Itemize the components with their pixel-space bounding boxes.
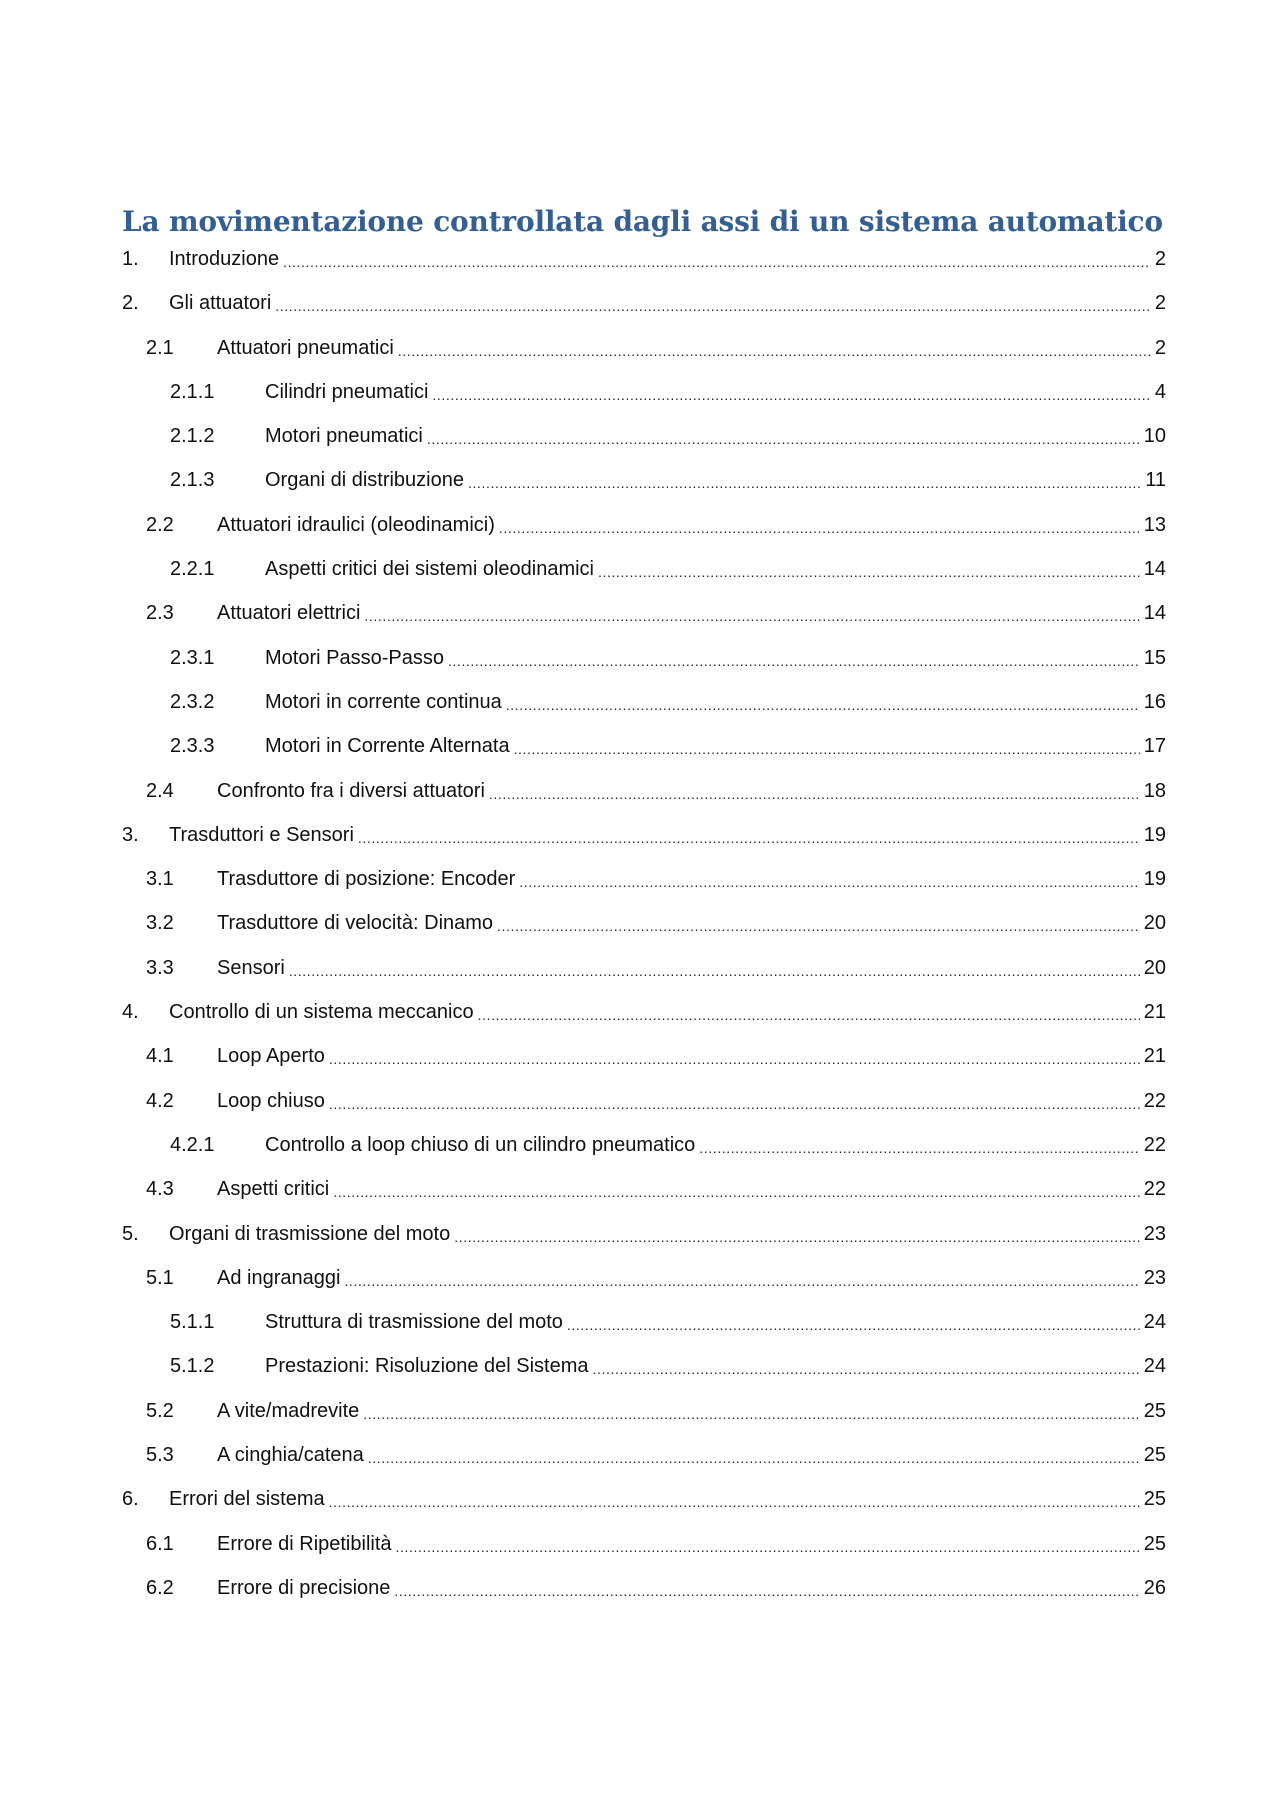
toc-entry-label: Attuatori idraulici (oleodinamici)	[217, 513, 495, 536]
toc-entry-label: Confronto fra i diversi attuatori	[217, 779, 485, 802]
toc-dot-leader	[394, 1575, 1139, 1597]
toc-entry[interactable]	[122, 1440, 1166, 1484]
toc-entry[interactable]	[122, 1573, 1166, 1617]
toc-entry-page-number: 22	[1143, 1133, 1166, 1156]
toc-entry-page-number: 20	[1143, 912, 1166, 935]
toc-entry-page-number: 24	[1143, 1311, 1166, 1334]
toc-entry-number: 2.1.3	[170, 469, 215, 492]
toc-entry-label: Aspetti critici	[217, 1178, 330, 1201]
toc-entry-label: Controllo a loop chiuso di un cilindro pneumatico	[265, 1133, 696, 1156]
toc-dot-leader	[329, 1043, 1140, 1065]
toc-entry[interactable]	[122, 1086, 1166, 1130]
toc-dot-leader	[333, 1176, 1140, 1198]
toc-entry[interactable]	[122, 421, 1166, 465]
toc-entry[interactable]	[122, 1529, 1166, 1573]
toc-dot-leader	[489, 778, 1140, 800]
toc-entry-page-number: 4	[1154, 380, 1166, 403]
toc-entry-page-number: 14	[1143, 558, 1166, 581]
toc-entry-number: 4.2.1	[170, 1133, 215, 1156]
toc-entry[interactable]	[122, 776, 1166, 820]
toc-entry-label: A cinghia/catena	[217, 1444, 364, 1467]
toc-entry-page-number: 16	[1143, 690, 1166, 713]
toc-entry[interactable]	[122, 908, 1166, 952]
toc-entry-page-number: 24	[1143, 1355, 1166, 1378]
toc-dot-leader	[275, 290, 1151, 312]
toc-entry-label: A vite/madrevite	[217, 1399, 360, 1422]
toc-entry-label: Loop Aperto	[217, 1045, 325, 1068]
toc-entry-number: 5.1.2	[170, 1355, 215, 1378]
toc-entry-label: Controllo di un sistema meccanico	[169, 1001, 474, 1024]
toc-entry-number: 4.1	[146, 1045, 174, 1068]
toc-entry[interactable]	[122, 1219, 1166, 1263]
toc-entry[interactable]	[122, 820, 1166, 864]
toc-entry[interactable]	[122, 333, 1166, 377]
toc-dot-leader	[519, 866, 1139, 888]
toc-entry-number: 2.	[122, 292, 139, 315]
toc-entry-number: 6.2	[146, 1576, 174, 1599]
toc-entry-label: Errori del sistema	[169, 1488, 325, 1511]
toc-entry-number: 5.	[122, 1222, 139, 1245]
toc-entry-page-number: 21	[1143, 1001, 1166, 1024]
toc-entry-number: 2.1.2	[170, 425, 215, 448]
toc-entry-page-number: 13	[1143, 513, 1166, 536]
toc-entry[interactable]	[122, 864, 1166, 908]
toc-dot-leader	[432, 379, 1150, 401]
toc-entry-number: 6.	[122, 1488, 139, 1511]
toc-dot-leader	[699, 1132, 1139, 1154]
toc-dot-leader	[454, 1221, 1140, 1243]
toc-entry-label: Attuatori pneumatici	[217, 336, 394, 359]
toc-entry-number: 3.	[122, 823, 139, 846]
toc-entry-number: 5.1.1	[170, 1311, 215, 1334]
toc-entry-page-number: 26	[1143, 1576, 1166, 1599]
toc-entry-page-number: 19	[1143, 823, 1166, 846]
toc-entry[interactable]	[122, 510, 1166, 554]
toc-entry-label: Ad ingranaggi	[217, 1266, 341, 1289]
toc-dot-leader	[448, 645, 1140, 667]
toc-dot-leader	[514, 733, 1140, 755]
toc-entry-page-number: 20	[1143, 956, 1166, 979]
toc-entry-number: 5.3	[146, 1444, 174, 1467]
toc-entry-label: Attuatori elettrici	[217, 602, 361, 625]
toc-entry[interactable]	[122, 288, 1166, 332]
toc-dot-leader	[344, 1265, 1139, 1287]
toc-entry-page-number: 10	[1143, 425, 1166, 448]
toc-dot-leader	[506, 689, 1140, 711]
toc-entry-page-number: 23	[1143, 1222, 1166, 1245]
document-title: La movimentazione controllata dagli assi di un sistema automatico	[122, 205, 1163, 238]
toc-entry-number: 2.4	[146, 779, 174, 802]
toc-entry-page-number: 25	[1143, 1532, 1166, 1555]
toc-entry[interactable]	[122, 244, 1166, 288]
toc-entry-label: Sensori	[217, 956, 285, 979]
toc-entry[interactable]	[122, 1130, 1166, 1174]
toc-dot-leader	[497, 910, 1140, 932]
toc-entry-page-number: 21	[1143, 1045, 1166, 1068]
toc-entry-page-number: 25	[1143, 1444, 1166, 1467]
toc-entry[interactable]	[122, 731, 1166, 775]
toc-dot-leader	[478, 999, 1140, 1021]
table-of-contents	[122, 244, 1166, 1617]
toc-entry-label: Introduzione	[169, 248, 280, 270]
toc-entry-label: Motori in Corrente Alternata	[265, 735, 510, 758]
toc-entry-label: Prestazioni: Risoluzione del Sistema	[265, 1355, 589, 1378]
toc-entry[interactable]	[122, 1484, 1166, 1528]
toc-entry-page-number: 18	[1143, 779, 1166, 802]
toc-entry-label: Organi di distribuzione	[265, 469, 464, 492]
toc-dot-leader	[364, 600, 1139, 622]
toc-dot-leader	[329, 1088, 1140, 1110]
toc-entry[interactable]	[122, 554, 1166, 598]
toc-entry-label: Errore di precisione	[217, 1576, 391, 1599]
toc-entry-page-number: 2	[1154, 336, 1166, 359]
toc-entry[interactable]	[122, 1396, 1166, 1440]
toc-entry-number: 2.2.1	[170, 558, 215, 581]
toc-entry[interactable]	[122, 465, 1166, 509]
toc-entry-number: 4.	[122, 1001, 139, 1024]
toc-entry[interactable]	[122, 1351, 1166, 1395]
toc-entry-label: Motori pneumatici	[265, 425, 423, 448]
toc-dot-leader	[289, 955, 1140, 977]
toc-entry[interactable]	[122, 1307, 1166, 1351]
toc-entry-page-number: 2	[1154, 292, 1166, 315]
toc-entry[interactable]	[122, 1174, 1166, 1218]
toc-dot-leader	[329, 1486, 1140, 1508]
toc-dot-leader	[598, 556, 1140, 578]
toc-entry[interactable]	[122, 377, 1166, 421]
toc-entry[interactable]	[122, 687, 1166, 731]
toc-entry-label: Organi di trasmissione del moto	[169, 1222, 451, 1245]
toc-entry[interactable]	[122, 643, 1166, 687]
toc-dot-leader	[283, 246, 1151, 268]
toc-entry-number: 1.	[122, 248, 139, 270]
toc-entry-number: 4.3	[146, 1178, 174, 1201]
toc-entry-page-number: 23	[1143, 1266, 1166, 1289]
toc-entry-number: 5.2	[146, 1399, 174, 1422]
toc-entry[interactable]	[122, 1041, 1166, 1085]
toc-entry-page-number: 25	[1143, 1399, 1166, 1422]
toc-entry-page-number: 22	[1143, 1089, 1166, 1112]
toc-entry-label: Loop chiuso	[217, 1089, 325, 1112]
toc-dot-leader	[368, 1442, 1140, 1464]
toc-entry-label: Errore di Ripetibilità	[217, 1532, 392, 1555]
toc-entry-number: 3.3	[146, 956, 174, 979]
toc-entry-label: Struttura di trasmissione del moto	[265, 1311, 563, 1334]
toc-entry-page-number: 2	[1154, 248, 1166, 270]
toc-entry-label: Trasduttore di velocità: Dinamo	[217, 912, 494, 935]
toc-entry-label: Trasduttore di posizione: Encoder	[217, 868, 516, 891]
toc-entry[interactable]	[122, 1263, 1166, 1307]
toc-entry-label: Gli attuatori	[169, 292, 272, 315]
toc-entry-page-number: 11	[1145, 469, 1166, 492]
toc-entry-label: Aspetti critici dei sistemi oleodinamici	[265, 558, 595, 581]
toc-entry-page-number: 14	[1143, 602, 1166, 625]
toc-entry-page-number: 15	[1143, 646, 1166, 669]
toc-dot-leader	[427, 423, 1140, 445]
toc-entry-label: Motori in corrente continua	[265, 690, 502, 713]
toc-entry-number: 2.2	[146, 513, 174, 536]
toc-entry-number: 5.1	[146, 1266, 174, 1289]
toc-dot-leader	[363, 1398, 1139, 1420]
toc-entry-page-number: 19	[1143, 868, 1166, 891]
toc-entry-number: 6.1	[146, 1532, 174, 1555]
toc-entry[interactable]	[122, 598, 1166, 642]
toc-entry-number: 2.1	[146, 336, 174, 359]
toc-entry-label: Trasduttori e Sensori	[169, 823, 354, 846]
toc-entry-number: 2.1.1	[170, 380, 215, 403]
toc-dot-leader	[396, 1531, 1140, 1553]
toc-entry-page-number: 25	[1143, 1488, 1166, 1511]
toc-dot-leader	[499, 512, 1140, 534]
toc-entry[interactable]	[122, 953, 1166, 997]
toc-dot-leader	[593, 1353, 1140, 1375]
toc-dot-leader	[567, 1309, 1140, 1331]
toc-entry-page-number: 22	[1143, 1178, 1166, 1201]
toc-entry-number: 2.3.1	[170, 646, 215, 669]
toc-entry-page-number: 17	[1143, 735, 1166, 758]
toc-dot-leader	[398, 335, 1151, 357]
toc-entry-number: 4.2	[146, 1089, 174, 1112]
toc-entry-number: 2.3.2	[170, 690, 215, 713]
toc-entry-label: Motori Passo-Passo	[265, 646, 444, 669]
toc-entry-number: 3.2	[146, 912, 174, 935]
toc-dot-leader	[358, 822, 1140, 844]
toc-entry[interactable]	[122, 997, 1166, 1041]
toc-entry-label: Cilindri pneumatici	[265, 380, 429, 403]
toc-entry-number: 3.1	[146, 868, 174, 891]
toc-entry-number: 2.3.3	[170, 735, 215, 758]
toc-entry-number: 2.3	[146, 602, 174, 625]
toc-dot-leader	[468, 467, 1141, 489]
